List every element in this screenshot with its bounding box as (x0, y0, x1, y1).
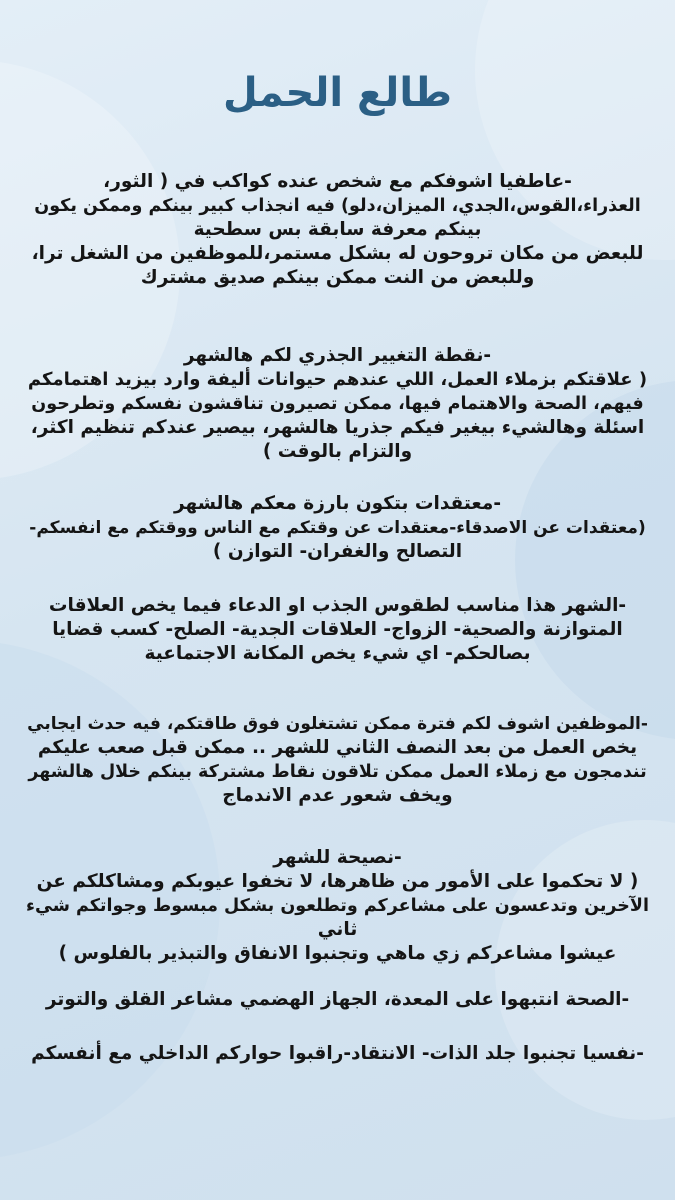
page-title: طالع الحمل (222, 70, 453, 116)
text-line: المتوازنة والصحية- الزواج- العلاقات الجدية- الصلح- كسب قضايا (52, 619, 623, 640)
section-heading: -نصيحة للشهر (273, 847, 402, 868)
text-line: ويخف شعور عدم الاندماج (222, 785, 453, 806)
text-line: للبعض من مكان تروحون له بشكل مستمر،للموظفين من الشغل ترا، (31, 243, 644, 264)
section-beliefs (26, 492, 649, 564)
section-advice (26, 846, 649, 966)
text-line: والتزام بالوقت ) (262, 441, 413, 462)
text-line: بينكم معرفة سابقة بس سطحية (193, 219, 482, 240)
section-employees (26, 712, 649, 808)
text-line: بصالحكم- اي شيء يخص المكانة الاجتماعية (144, 643, 531, 664)
text-line: ( لا تحكموا على الأمور من ظاهرها، لا تخفوا عيوبكم ومشاكلكم عن (36, 871, 639, 892)
text-line: -الشهر هذا مناسب لطقوس الجذب او الدعاء فيما يخص العلاقات (48, 595, 627, 616)
section-psychology (26, 1042, 649, 1066)
text-line: -الموظفين اشوف لكم فترة ممكن تشتغلون فوق طاقتكم، فيه حدث ايجابي (27, 714, 648, 734)
text-line: العذراء،القوس،الجدي، الميزان،دلو) فيه انجذاب كبير بينكم وممكن يكون (34, 196, 641, 216)
section-health (26, 988, 649, 1012)
section-heading: -نقطة التغيير الجذري لكم هالشهر (183, 345, 492, 366)
text-line: وللبعض من النت ممكن بينكم صديق مشترك (140, 267, 535, 288)
text-line: يخص العمل من بعد النصف الثاني للشهر .. ممكن قبل صعب عليكم (37, 737, 638, 758)
text-line: التصالح والغفران- التوازن ) (212, 541, 463, 562)
text-line: ثاني (317, 919, 358, 940)
text-line: ( علاقتكم بزملاء العمل، اللي عندهم حيوانات أليفة وارد بيزيد اهتمامكم (27, 369, 648, 390)
text-line: تندمجون مع زملاء العمل ممكن تلاقون نقاط مشتركة بينكم خلال هالشهر (28, 762, 647, 782)
section-rituals (26, 594, 649, 666)
text-line: عيشوا مشاعركم زي ماهي وتجنبوا الانفاق والتبذير بالفلوس ) (58, 943, 617, 964)
section-turning-point (26, 344, 649, 464)
text-line: اسئلة وهالشيء بيغير فيكم جذريا هالشهر، بيصير عندكم تنظيم اكثر، (30, 417, 645, 438)
text-line: -نفسيا تجنبوا جلد الذات- الانتقاد-راقبوا حواركم الداخلي مع أنفسكم (31, 1043, 644, 1064)
section-emotional (26, 170, 649, 290)
text-line: -عاطفيا اشوفكم مع شخص عنده كواكب في ( الثور، (103, 171, 572, 192)
text-line: الآخرين وتدعسون على مشاعركم وتطلعون بشكل مبسوط وجواتكم شيء (26, 896, 649, 916)
text-line: -الصحة انتبهوا على المعدة، الجهاز الهضمي مشاعر القلق والتوتر (45, 989, 630, 1010)
text-line: (معتقدات عن الاصدقاء-معتقدات عن وقتكم مع الناس ووقتكم مع انفسكم- (29, 518, 646, 538)
section-heading: -معتقدات بتكون بارزة معكم هالشهر (173, 493, 501, 514)
text-line: فيهم، الصحة والاهتمام فيها، ممكن تصيرون تناقشون نفسكم وتطرحون (31, 394, 644, 414)
